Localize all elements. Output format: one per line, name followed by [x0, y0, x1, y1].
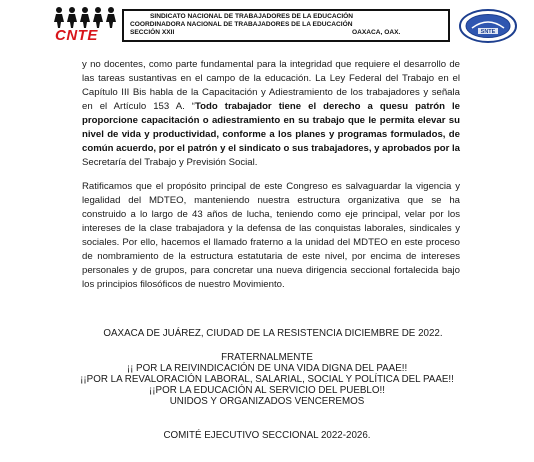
- cnte-logo: [52, 6, 118, 46]
- paragraph-quote-bold: Todo trabajador tiene el derecho a quesu patrón le proporcione capacitación o adiestramiento en su trabajo que le permita elevar su nivel de vida y productividad, conforme a los planes y programas formulados, de común acuerdo, por el patrón y el sindicato o sus trabajadores, y aprobados por la: [82, 101, 460, 154]
- place-date: OAXACA DE JUÁREZ, CIUDAD DE LA RESISTENCIA DICIEMBRE DE 2022.: [103, 328, 443, 339]
- section-name: SECCIÓN XXII: [130, 29, 175, 36]
- slogan-united: UNIDOS Y ORGANIZADOS VENCEREMOS: [169, 396, 365, 407]
- slogan-education: ¡¡POR LA EDUCACIÓN AL SERVICIO DEL PUEBLO!!: [149, 385, 385, 396]
- cnte-logo-text: CNTE: [55, 27, 98, 44]
- location-name: OAXACA, OAX.: [352, 29, 401, 36]
- paragraph-intro: y no docentes, como parte fundamental para la integridad que requiere el desarrollo de las tareas sustantivas en el campo de la educación. La Ley Federal del Trabajo en el Capítulo III Bis habla de la Capacitación y Adiestramiento de los trabajadores y señala en el Artículo 153 A. “: [82, 59, 460, 112]
- closing-fraternally: FRATERNALMENTE: [221, 352, 313, 363]
- slogan-revaluation: ¡¡POR LA REVALORACIÓN LABORAL, SALARIAL, SOCIAL Y POLÍTICA DEL PAAE!!: [80, 374, 454, 385]
- coordinator-name: COORDINADORA NACIONAL DE TRABAJADORES DE LA EDUCACIÓN: [130, 21, 353, 28]
- paragraph-congress-purpose: Ratificamos que el propósito principal de este Congreso es salvaguardar la vigencia y legalidad del MDTEO, manteniendo nuestra estructura organizativa que se ha construido a lo largo de 43 años de lucha, teniendo como eje principal, velar por los intereses de la clase trabajadora y la defensa de las conquistas laborales, sindicales y sociales. Por ello, hacemos el llamado fraterno a la unidad del MDTEO en este proceso de nombramiento de la estructura estatutaria de este nivel, por encima de intereses personales y de grupos, para concretar una nueva dirigencia seccional fortalecida bajo los principios filosóficos de nuestro Movimiento.: [82, 181, 460, 290]
- letterhead-title-box: [122, 9, 450, 42]
- snte-seal-icon: [458, 8, 518, 44]
- slogan-dignified-life: ¡¡ POR LA REIVINDICACIÓN DE UNA VIDA DIGNA DEL PAAE!!: [126, 363, 408, 374]
- snte-seal-text: SNTE: [480, 29, 496, 35]
- union-name: SINDICATO NACIONAL DE TRABAJADORES DE LA EDUCACIÓN: [150, 13, 354, 20]
- paragraph-tail: Secretaría del Trabajo y Previsión Social.: [82, 157, 258, 168]
- signature-committee: COMITÉ EJECUTIVO SECCIONAL 2022-2026.: [163, 430, 371, 441]
- letterhead: [0, 0, 534, 50]
- marching-figures-icon: [52, 6, 118, 28]
- paragraph-training-rights: [82, 58, 460, 170]
